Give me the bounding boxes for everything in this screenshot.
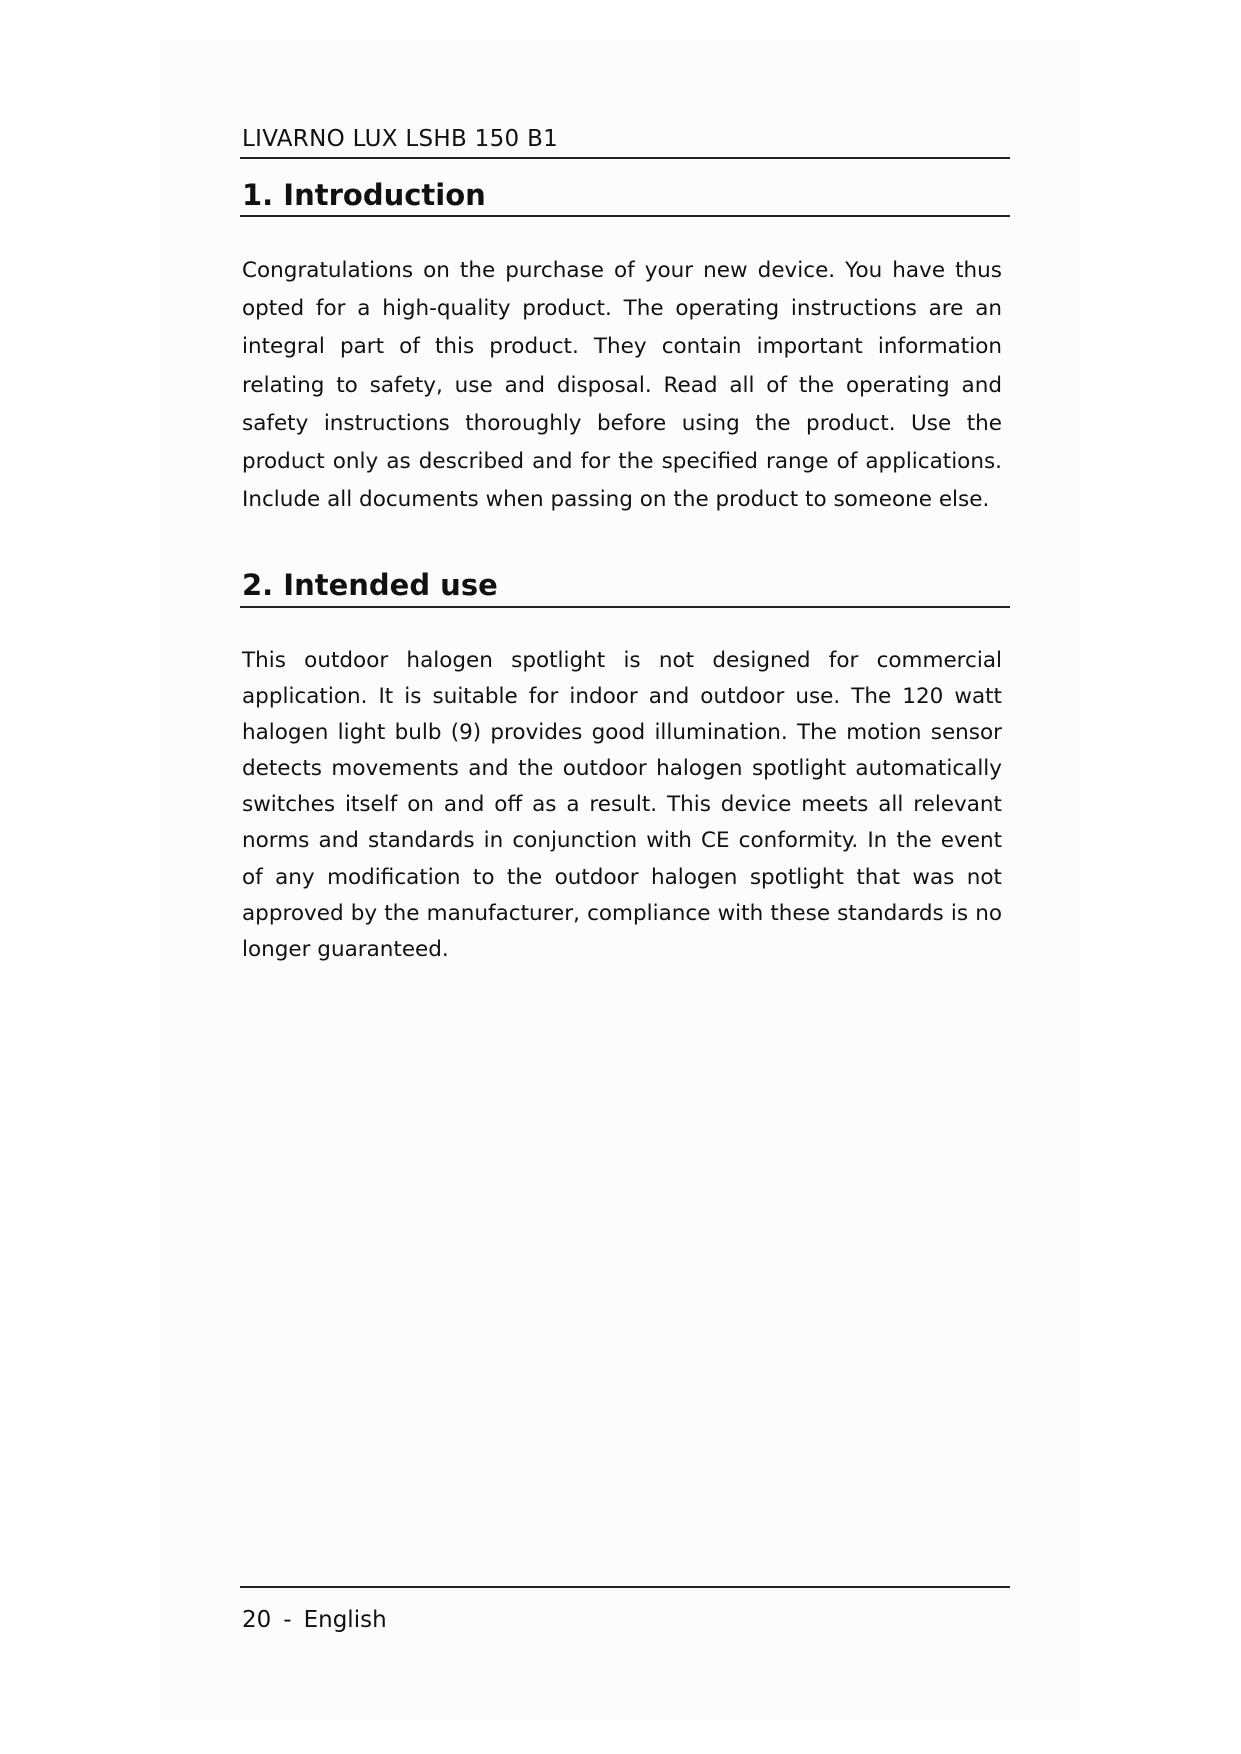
running-header — [242, 124, 1008, 154]
footer-separator: - — [283, 1607, 292, 1633]
section-rule-intended-use — [240, 606, 1010, 608]
section-body-intended-use: This outdoor halogen spotlight is not designed for commercial application. It is suitable for indoor and outdoor use. The 120 watt halogen light bulb (9) provides good illumination. The motion sensor detects movements and the outdoor halogen spotlight automatically switches itself on and off as a result. This device meets all relevant norms and standards in conjunction with CE conformity. In the event of any modification to the outdoor halogen spotlight that was not approved by the manufacturer, compliance with these standards is no longer guaranteed. — [242, 648, 1002, 962]
page-number: 20 — [242, 1607, 272, 1633]
header-model-title: LIVARNO LUX LSHB 150 B1 — [242, 126, 559, 152]
header-rule — [240, 157, 1010, 159]
section-rule-introduction — [240, 215, 1010, 217]
footer-rule — [240, 1586, 1010, 1588]
section-heading-introduction: 1. Introduction — [242, 178, 486, 212]
section-body-introduction: Congratulations on the purchase of your new device. You have thus opted for a high-quality product. The operating instructions are an integral part of this product. They contain important information relating to safety, use and disposal. Read all of the operating and safety instructions thoroughly before using the product. Use the product only as described and for the specified range of applications. Include all documents when passing on the product to someone else. — [242, 258, 1002, 513]
footer-language: English — [303, 1607, 387, 1633]
section-heading-intended-use: 2. Intended use — [242, 568, 498, 602]
page-footer — [242, 1605, 387, 1635]
